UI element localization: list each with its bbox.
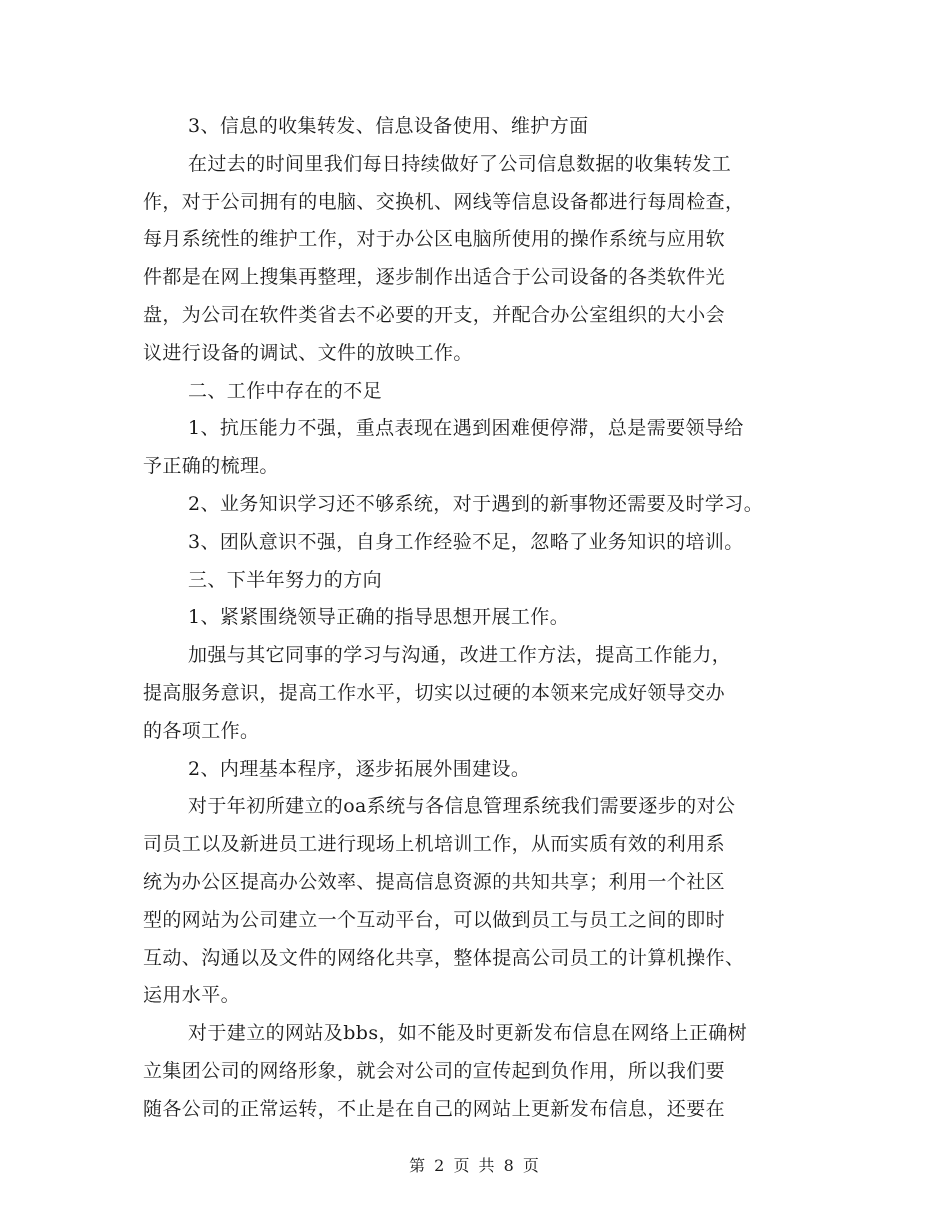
text-line: 运用水平。 bbox=[143, 984, 241, 1007]
text-line: 1、抗压能力不强，重点表现在遇到困难便停滞，总是需要领导给 bbox=[188, 417, 744, 440]
text-line: 二、工作中存在的不足 bbox=[188, 379, 383, 402]
text-line: 对于年初所建立的oa系统与各信息管理系统我们需要逐步的对公 bbox=[188, 795, 736, 818]
text-line: 三、下半年努力的方向 bbox=[188, 568, 383, 591]
text-line: 每月系统性的维护工作，对于办公区电脑所使用的操作系统与应用软 bbox=[143, 228, 726, 251]
text-line: 2、业务知识学习还不够系统，对于遇到的新事物还需要及时学习。 bbox=[188, 492, 764, 515]
text-line: 司员工以及新进员工进行现场上机培训工作，从而实质有效的利用系 bbox=[143, 833, 726, 856]
text-line: 1、紧紧围绕领导正确的指导思想开展工作。 bbox=[188, 606, 570, 629]
text-line: 统为办公区提高办公效率、提高信息资源的共知共享；利用一个社区 bbox=[143, 870, 726, 893]
page-number: 第 2 页 共 8 页 bbox=[409, 1156, 541, 1175]
text-line: 3、团队意识不强，自身工作经验不足，忽略了业务知识的培训。 bbox=[188, 530, 744, 553]
text-line: 随各公司的正常运转，不止是在自己的网站上更新发布信息，还要在 bbox=[143, 1097, 726, 1120]
text-line: 议进行设备的调试、文件的放映工作。 bbox=[143, 341, 473, 364]
text-line: 予正确的梳理。 bbox=[143, 455, 279, 478]
text-line: 提高服务意识，提高工作水平，切实以过硬的本领来完成好领导交办 bbox=[143, 681, 726, 704]
text-line: 3、信息的收集转发、信息设备使用、维护方面 bbox=[188, 115, 589, 137]
document-body bbox=[143, 108, 813, 1129]
text-line: 盘，为公司在软件类省去不必要的开支，并配合办公室组织的大小会 bbox=[143, 303, 726, 326]
text-line: 的各项工作。 bbox=[143, 719, 260, 742]
text-line: 型的网站为公司建立一个互动平台，可以做到员工与员工之间的即时 bbox=[143, 908, 726, 931]
text-line: 加强与其它同事的学习与沟通，改进工作方法，提高工作能力， bbox=[188, 644, 732, 667]
text-line: 互动、沟通以及文件的网络化共享，整体提高公司员工的计算机操作、 bbox=[143, 946, 745, 969]
text-line: 对于建立的网站及bbs，如不能及时更新发布信息在网络上正确树 bbox=[188, 1022, 748, 1045]
text-line: 2、内理基本程序，逐步拓展外围建设。 bbox=[188, 757, 531, 780]
text-line: 在过去的时间里我们每日持续做好了公司信息数据的收集转发工 bbox=[188, 152, 732, 175]
text-line: 件都是在网上搜集再整理，逐步制作出适合于公司设备的各类软件光 bbox=[143, 266, 726, 289]
text-line: 作，对于公司拥有的电脑、交换机、网线等信息设备都进行每周检查， bbox=[143, 190, 745, 213]
text-line: 立集团公司的网络形象，就会对公司的宣传起到负作用，所以我们要 bbox=[143, 1059, 726, 1082]
